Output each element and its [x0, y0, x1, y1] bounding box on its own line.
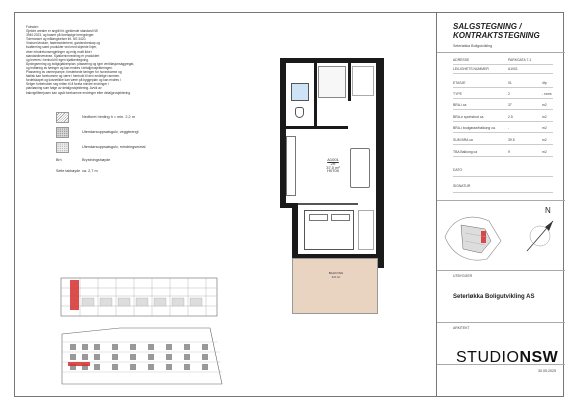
project-subtitle: Seterløkka Boligutvikling: [453, 44, 493, 48]
shower-area: [291, 83, 309, 101]
footnote-line: faktisk kan forekomme og være i henhold til den endelige rammen.: [26, 74, 121, 79]
kitchen-counter: [286, 136, 296, 196]
legend-row-ceiling-height: Sette takhøyde ca. 2,7 m: [56, 169, 98, 173]
footnote-line: fordelskapet og kosnetikke kan være på byggeplan og kan endres i: [26, 78, 121, 83]
drawing-title: SALGSTEGNING / KONTRAKTSTEGNING: [453, 22, 540, 40]
balcony: [292, 258, 378, 314]
architect-label: ARKITEKT: [453, 326, 470, 330]
wardrobe: [352, 66, 374, 96]
footnote-line: planløsning som følge av detaljprosjektering. Avvik av: [26, 86, 102, 91]
footnotes-heading: Fotnoter:: [26, 25, 39, 29]
drawing-date: 30.05.2025: [538, 369, 556, 373]
architect-logo: STUDIONSW: [456, 349, 559, 366]
footnotes: [26, 25, 194, 95]
bed: [304, 210, 354, 250]
footnote-line: 3940:2023, og basert på foreløpige beregninger.: [26, 33, 95, 38]
footnote-line: Plassering av varmepumpe, forsterkede føringer for hovedvarme og: [26, 70, 122, 75]
signature-label: SIGNATUR: [453, 184, 471, 188]
footnote-line: og ledføring av føringer og kan endres i detaljprosjekteringen.: [26, 65, 113, 70]
footnote-line: Åpningsenring og boligkjøkkenplan: plassering og type ventilasjonsaggregat,: [26, 61, 135, 66]
footnote-line: bakvigrfilterrjusen kan også forekomme endringer etter detaljprosjektering.: [26, 90, 131, 95]
light-dot-swatch: [56, 142, 69, 153]
balcony-label: BALKONG 9.0 m²: [328, 271, 344, 279]
toilet-icon: [295, 107, 304, 118]
gray-dot-swatch: [56, 127, 69, 138]
footnote-line: kvaltenring samt produkter ved med skjeede linjer,: [26, 45, 97, 50]
key-plan-elevation: [60, 326, 225, 386]
footnote-line: Vinduer/vinduer, fastemoblement, garderobeskap og: [26, 41, 101, 46]
site-plan: [441, 207, 563, 267]
title-block: SALGSTEGNING / KONTRAKTSTEGNING Seterløkka Boligutvikling ADRESSE PARKGATA 7-1 LEILIGHETS NUMMER A1001 ETASJE 01 4fp TYPE 2 - roms BRA-i ca 37 m2 BRA-e sportsbod ca 2.5 m2 BRA-i bodgasse/balkong ca. - m2 SUM BRA ca 39.5 m2 TBA Balkong ca 9 m2 DATO SIGNATUR UTBYGGER Seterløkka Boligutvikling AS ARKITEKT 30.05.2025: [436, 12, 564, 397]
legend-row-ceiling: Nedforet himling h = min. 2,2 m: [56, 112, 216, 126]
north-arrow-label: N: [545, 206, 551, 215]
key-plan-floor: [60, 272, 220, 320]
bathroom: [286, 63, 314, 126]
developer-label: UTBYGGER: [453, 274, 473, 278]
footnote-line: viser mindrekonsergjelinger og enig mulit ikke i: [26, 49, 93, 54]
hatch-swatch: [56, 112, 69, 123]
storage: [318, 66, 346, 98]
legend-row-brh: Brh Brystningshøyde: [56, 158, 111, 162]
footnote-line: og leveres i henhold til egen kjøkkentegning.: [26, 57, 89, 62]
footnote-line: Gjeldre arealer er angitt iht. gjeldende standard NS: [26, 29, 98, 34]
footnote-line: Selger forbeholder seg retten til å foreta mindre endringer i: [26, 82, 109, 87]
sofa: [350, 148, 370, 188]
footnote-line: standardleveranse. Kjøkkeninnredning er produktert: [26, 53, 100, 58]
footnote-line: Tolerranser og målangivelser iht. NS 3420.: [26, 37, 87, 42]
unit-tag: A1001 2R 37.0 m² H0705: [326, 157, 340, 174]
legend-row-light: Utendørsoppsatsgulv, mindringsmetal: [56, 142, 216, 156]
legend-row-gray: Utendørsoppsatsgulv, veggbrengl: [56, 127, 216, 141]
floor-plan: [278, 58, 390, 316]
date-label: DATO: [453, 168, 463, 172]
developer-name: Seterløkka Boligutvikling AS: [453, 294, 535, 300]
bedroom-wardrobe: [358, 210, 374, 250]
